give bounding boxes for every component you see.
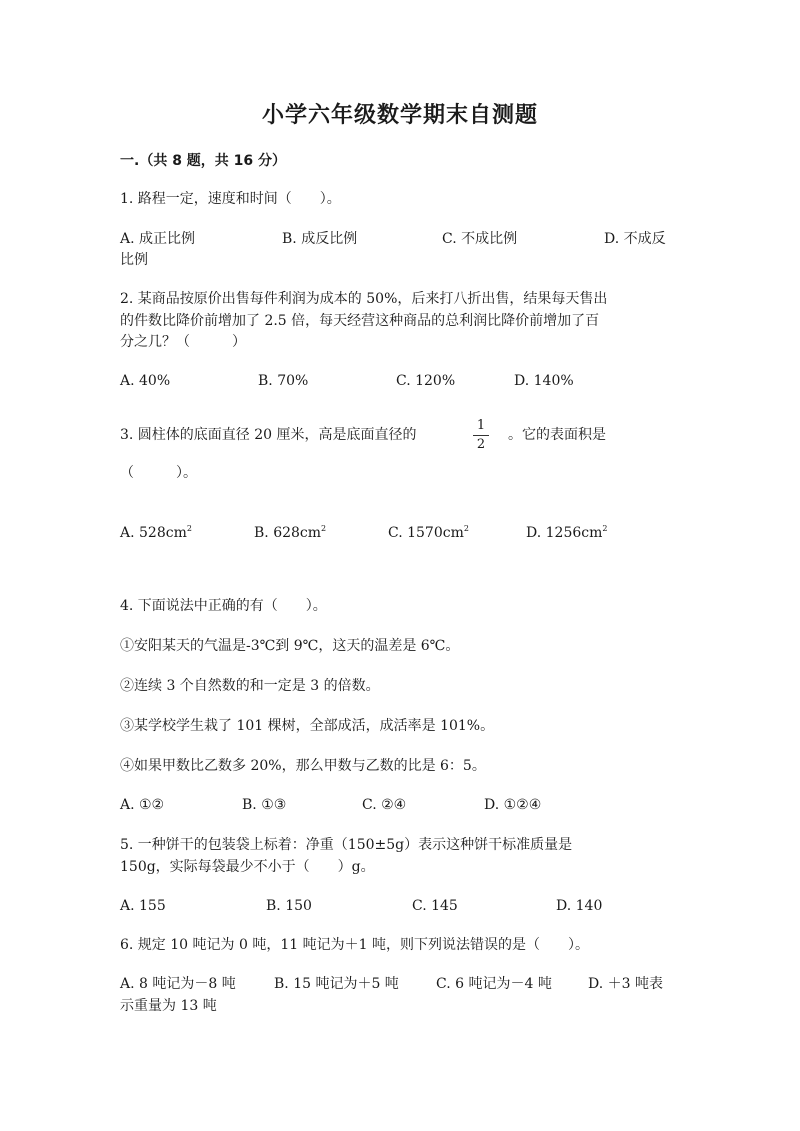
question-5-stem-line-2: 150g，实际每袋最少不小于（ ）g。 [120,859,375,875]
question-4-stem: 4. 下面说法中正确的有（ ）。 [120,598,327,614]
question-4-statement-2: ②连续 3 个自然数的和一定是 3 的倍数。 [120,678,380,694]
question-1-stem: 1. 路程一定，速度和时间（ ）。 [120,191,341,207]
question-3-fraction [472,419,490,452]
question-2-stem-line-3: 分之几？（ ） [120,334,246,350]
question-3-option-b[interactable] [254,518,326,544]
question-1-option-c[interactable]: C. 不成比例 [442,231,518,247]
question-6-option-c[interactable]: C. 6 吨记为－4 吨 [436,976,552,992]
question-5-option-b[interactable]: B. 150 [266,898,312,914]
question-2-option-b[interactable]: B. 70% [258,373,309,389]
superscript: 2 [321,524,327,533]
question-2-option-c[interactable]: C. 120% [396,373,456,389]
section-heading: 一.（共 8 题，共 16 分） [120,153,287,169]
question-6-option-d-wrap: 示重量为 13 吨 [120,998,217,1014]
question-1-option-d[interactable]: D. 不成反 [604,231,666,247]
option-text: B. 628cm [254,525,322,541]
fraction-numerator: 1 [476,418,486,433]
question-1-option-b[interactable]: B. 成反比例 [282,231,358,247]
question-3-stem-after: 。它的表面积是 [508,427,606,443]
option-text: A. 528cm [120,525,187,541]
question-3-option-d[interactable] [526,518,607,544]
question-4-statement-3: ③某学校学生栽了 101 棵树，全部成活，成活率是 101%。 [120,718,495,734]
fraction-bar [473,435,489,436]
question-4-option-c[interactable]: C. ②④ [362,797,407,813]
superscript: 2 [463,524,469,533]
page-title: 小学六年级数学期末自测题 [261,103,538,128]
question-6-stem: 6. 规定 10 吨记为 0 吨，11 吨记为＋1 吨，则下列说法错误的是（ ）。 [120,937,589,953]
question-2-stem-line-2: 的件数比降价前增加了 2.5 倍，每天经营这种商品的总利润比降价前增加了百 [120,313,600,329]
question-3-stem-line-2: （ ）。 [120,465,197,481]
question-4-option-b[interactable]: B. ①③ [242,797,287,813]
question-3-stem-before: 3. 圆柱体的底面直径 20 厘米，高是底面直径的 [120,427,417,443]
question-4-statement-1: ①安阳某天的气温是-3℃到 9℃，这天的温差是 6℃。 [120,638,460,654]
question-2-option-d[interactable]: D. 140% [514,373,574,389]
option-text: C. 1570cm [388,525,464,541]
fraction-denominator: 2 [476,437,486,452]
question-5-stem-line-1: 5. 一种饼干的包装袋上标着：净重（150±5g）表示这种饼干标准质量是 [120,837,573,853]
question-1-option-d-wrap: 比例 [120,252,148,268]
question-2-stem-line-1: 2. 某商品按原价出售每件利润为成本的 50%，后来打八折出售，结果每天售出 [120,291,608,307]
superscript: 2 [602,524,608,533]
question-3-option-c[interactable] [388,518,469,544]
question-6-option-a[interactable]: A. 8 吨记为－8 吨 [120,976,236,992]
question-3-option-a[interactable] [120,518,192,544]
question-5-option-a[interactable]: A. 155 [120,898,166,914]
question-2-option-a[interactable]: A. 40% [120,373,171,389]
question-4-statement-4: ④如果甲数比乙数多 20%，那么甲数与乙数的比是 6：5。 [120,758,486,774]
option-text: D. 1256cm [526,525,603,541]
question-6-option-b[interactable]: B. 15 吨记为＋5 吨 [274,976,399,992]
question-5-option-d[interactable]: D. 140 [556,898,603,914]
question-1-option-a[interactable]: A. 成正比例 [120,231,196,247]
question-4-option-a[interactable]: A. ①② [120,797,165,813]
question-4-option-d[interactable]: D. ①②④ [484,797,542,813]
question-6-option-d[interactable]: D. ＋3 吨表 [588,976,663,992]
superscript: 2 [186,524,192,533]
question-5-option-c[interactable]: C. 145 [412,898,458,914]
